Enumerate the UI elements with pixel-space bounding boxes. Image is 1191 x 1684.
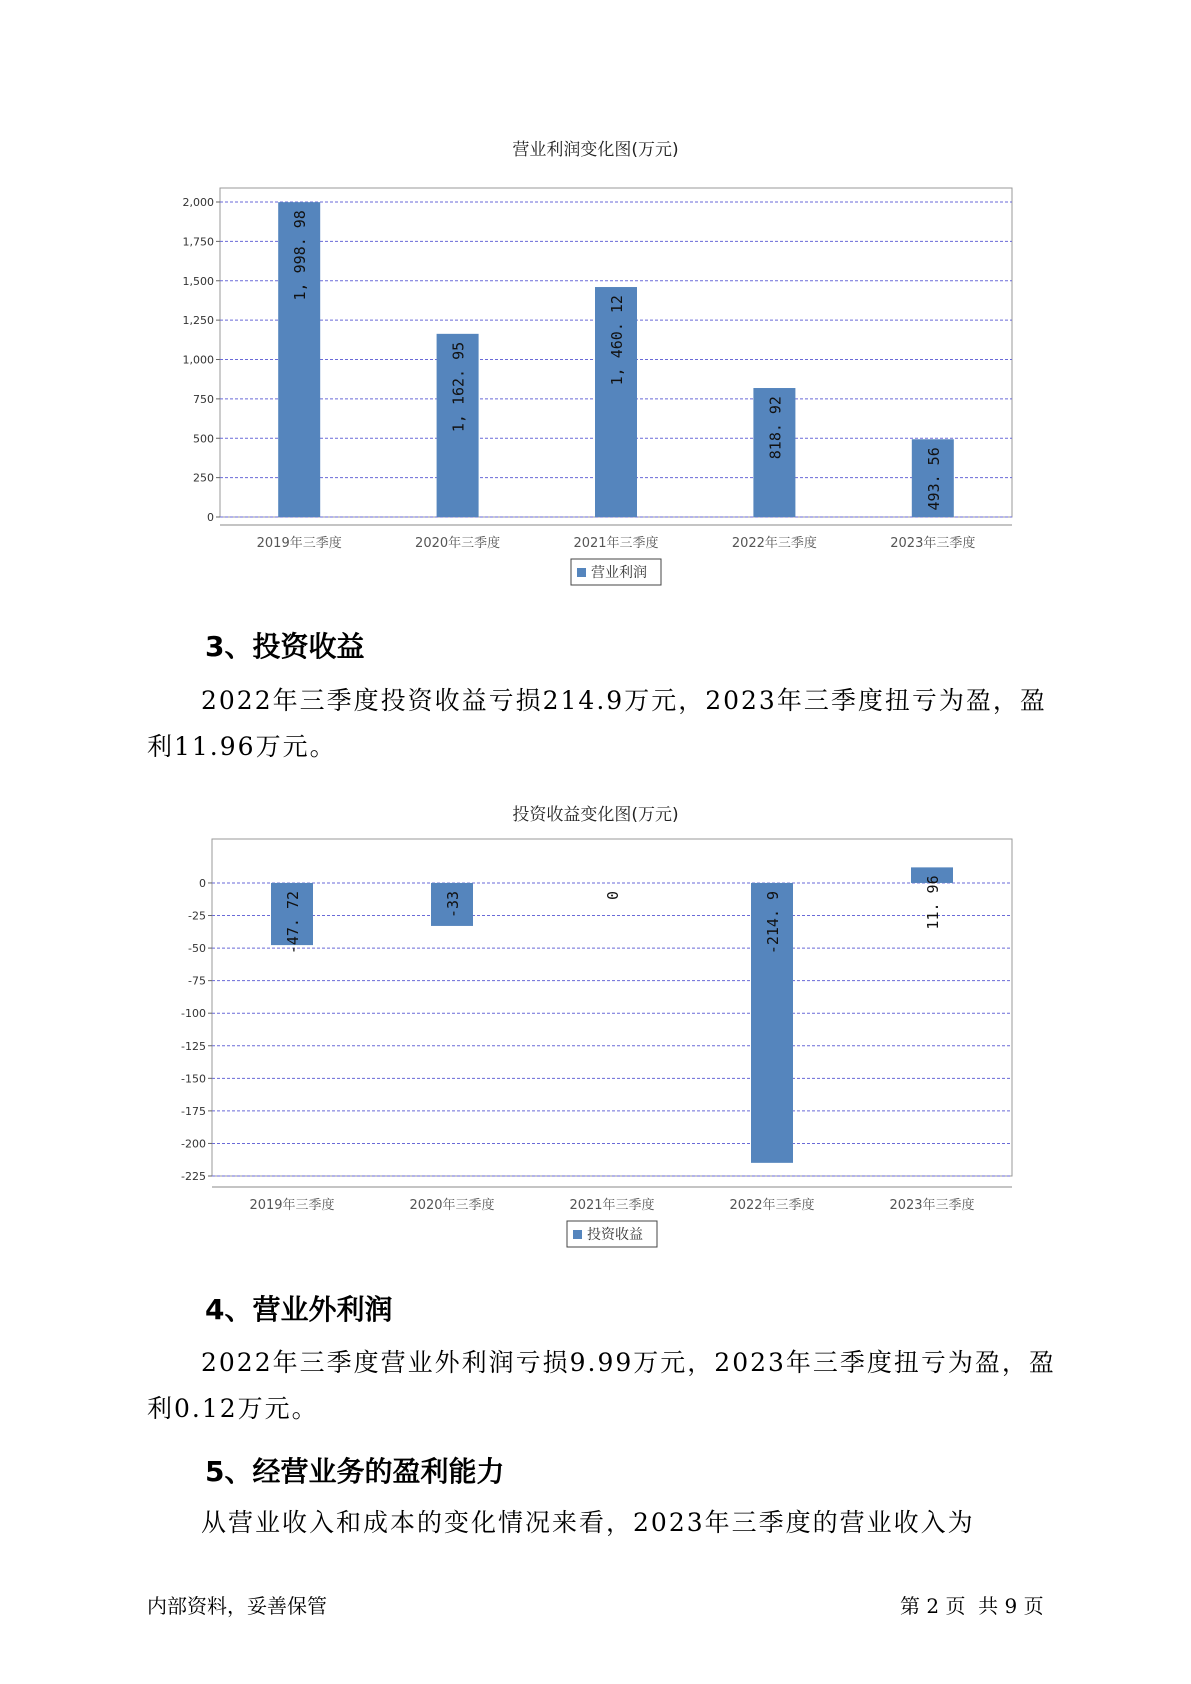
bar-value-label: 1, 162. 95	[449, 341, 468, 433]
investment-income-chart	[0, 835, 1191, 1265]
x-category-label: 2021年三季度	[573, 536, 659, 551]
chart-title-investment-income: 投资收益变化图(万元)	[512, 805, 679, 825]
bar-value-label: -33	[444, 890, 462, 919]
legend-label: 营业利润	[591, 565, 647, 581]
y-tick-label: -175	[181, 1104, 206, 1118]
paragraph-profitability: 从营业收入和成本的变化情况来看，2023年三季度的营业收入为	[201, 1508, 975, 1537]
y-tick-label: 500	[193, 432, 214, 446]
y-tick-label: -150	[181, 1072, 206, 1086]
y-tick-label: -50	[188, 942, 206, 956]
x-category-label: 2023年三季度	[889, 1198, 975, 1213]
x-category-label: 2020年三季度	[409, 1198, 495, 1213]
legend-label: 投资收益	[587, 1227, 643, 1243]
bar-value-label: -214. 9	[764, 890, 782, 955]
operating-profit-chart	[0, 170, 1191, 600]
y-tick-label: 0	[199, 876, 206, 890]
x-category-label: 2022年三季度	[731, 536, 817, 551]
y-tick-label: -75	[188, 974, 206, 988]
paragraph-non-operating-profit: 2022年三季度营业外利润亏损9.99万元，2023年三季度扭亏为盈，盈利0.12万元。	[147, 1348, 1056, 1423]
bar-value-label: 1, 998. 98	[291, 210, 310, 301]
heading-non-operating-profit: 4、营业外利润	[205, 1293, 393, 1326]
legend-swatch	[577, 568, 586, 577]
x-category-label: 2021年三季度	[569, 1198, 655, 1213]
x-category-label: 2019年三季度	[249, 1198, 335, 1213]
bar-value-label: 0	[604, 890, 622, 900]
x-category-label: 2023年三季度	[890, 536, 976, 551]
y-tick-label: 250	[193, 471, 214, 485]
paragraph-investment-income: 2022年三季度投资收益亏损214.9万元，2023年三季度扭亏为盈，盈利11.96万元。	[147, 686, 1047, 761]
y-tick-label: 1,500	[182, 274, 214, 288]
y-tick-label: 1,250	[182, 314, 214, 328]
bar-value-label: 818. 92	[766, 396, 785, 460]
plot-area	[212, 839, 1012, 1176]
y-tick-label: -200	[181, 1137, 206, 1151]
heading-investment-income: 3、投资收益	[205, 630, 365, 663]
x-category-label: 2019年三季度	[256, 536, 342, 551]
footer-page-number: 第 2 页 共 9 页	[900, 1594, 1044, 1618]
bar-value-label: 1, 460. 12	[608, 295, 626, 386]
legend	[571, 559, 661, 585]
y-tick-label: -25	[188, 909, 206, 923]
legend	[567, 1221, 657, 1247]
footer-confidential: 内部资料，妥善保管	[147, 1594, 327, 1618]
y-tick-label: 0	[207, 511, 214, 524]
y-tick-label: -125	[181, 1039, 206, 1053]
x-category-label: 2020年三季度	[415, 536, 501, 551]
bar-value-label: 11. 96	[924, 875, 942, 930]
heading-profitability: 5、经营业务的盈利能力	[205, 1455, 505, 1488]
legend-swatch	[573, 1230, 582, 1239]
y-tick-label: -225	[181, 1170, 206, 1183]
x-category-label: 2022年三季度	[729, 1198, 815, 1213]
chart-title-operating-profit: 营业利润变化图(万元)	[512, 140, 679, 160]
y-tick-label: -100	[181, 1007, 206, 1021]
y-tick-label: 2,000	[182, 196, 214, 209]
bar-value-label: 493. 56	[924, 447, 943, 511]
y-tick-label: 1,000	[182, 353, 214, 367]
bar-value-label: -47. 72	[284, 890, 302, 955]
y-tick-label: 750	[193, 392, 214, 406]
y-tick-label: 1,750	[182, 235, 214, 249]
